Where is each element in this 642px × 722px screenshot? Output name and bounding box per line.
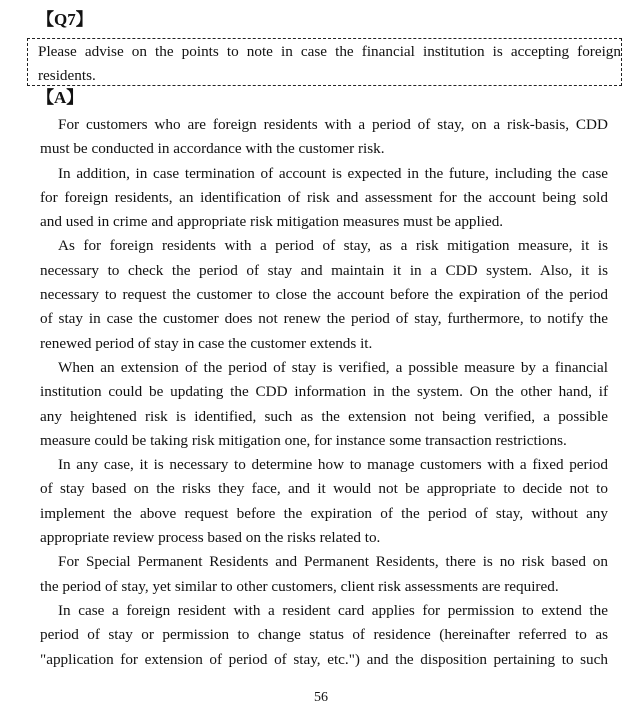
text-line: for foreign residents, an identification of risk and assessment for the account being sold — [40, 188, 608, 206]
text-line: In case a foreign resident with a resident card applies for permission to extend the — [58, 601, 608, 619]
answer-paragraph-3 — [40, 234, 608, 355]
text-line: necessary to check the period of stay and maintain it in a CDD system. Also, it is — [40, 261, 608, 279]
answer-paragraph-2 — [40, 162, 608, 235]
text-line: period of stay or permission to change status of residence (hereinafter referred to as — [40, 626, 608, 644]
text-line: measure could be taking risk mitigation one, for instance some transaction restrictions. — [40, 431, 567, 449]
text-line: For customers who are foreign residents with a period of stay, on a risk-basis, CDD — [58, 116, 608, 133]
text-line: must be conducted in accordance with the customer risk. — [40, 140, 385, 158]
text-line: For Special Permanent Residents and Permanent Residents, there is no risk based on — [58, 553, 608, 571]
text-line: the period of stay, yet similar to other customers, client risk assessments are required. — [40, 577, 559, 595]
text-line: As for foreign residents with a period of stay, as a risk mitigation measure, it is — [58, 237, 608, 255]
text-line: appropriate review process based on the risks related to. — [40, 529, 381, 547]
text-line: and used in crime and appropriate risk mitigation measures must be applied. — [40, 213, 504, 231]
answer-paragraph-5 — [40, 453, 608, 550]
answer-body — [40, 113, 608, 672]
text-line: When an extension of the period of stay is verified, a possible measure by a financial — [58, 358, 608, 376]
answer-paragraph-6 — [40, 550, 608, 599]
text-line: necessary to request the customer to close the account before the expiration of the period — [40, 286, 608, 304]
answer-paragraph-7 — [40, 599, 608, 672]
question-box — [27, 38, 622, 86]
text-line: of stay based on the risks they face, and it would not be appropriate to decide not to — [40, 480, 608, 498]
text-line: renewed period of stay in case the customer extends it. — [40, 334, 373, 352]
page-number: 56 — [314, 690, 328, 705]
question-line: Please advise on the points to note in case the financial institution is accepting foreign — [38, 43, 621, 60]
text-line: implement the above request before the expiration of the period of stay, without any — [40, 504, 608, 522]
text-line: institution could be updating the CDD information in the system. On the other hand, if — [40, 383, 608, 401]
answer-paragraph-1 — [40, 113, 608, 162]
text-line: In addition, in case termination of account is expected in the future, including the case — [58, 164, 608, 182]
answer-paragraph-4 — [40, 356, 608, 453]
text-line: any heightened risk is identified, such as the extension not being verified, a possible — [40, 407, 608, 425]
question-line: residents. — [38, 66, 96, 84]
text-line: of stay in case the customer does not renew the period of stay, furthermore, to notify the — [40, 310, 608, 328]
text-line: In any case, it is necessary to determine how to manage customers with a fixed period — [58, 456, 608, 474]
answer-heading: 【A】 — [37, 88, 84, 107]
text-line: "application for extension of period of stay, etc.") and the disposition pertaining to such — [40, 650, 608, 668]
question-heading: 【Q7】 — [37, 10, 93, 29]
